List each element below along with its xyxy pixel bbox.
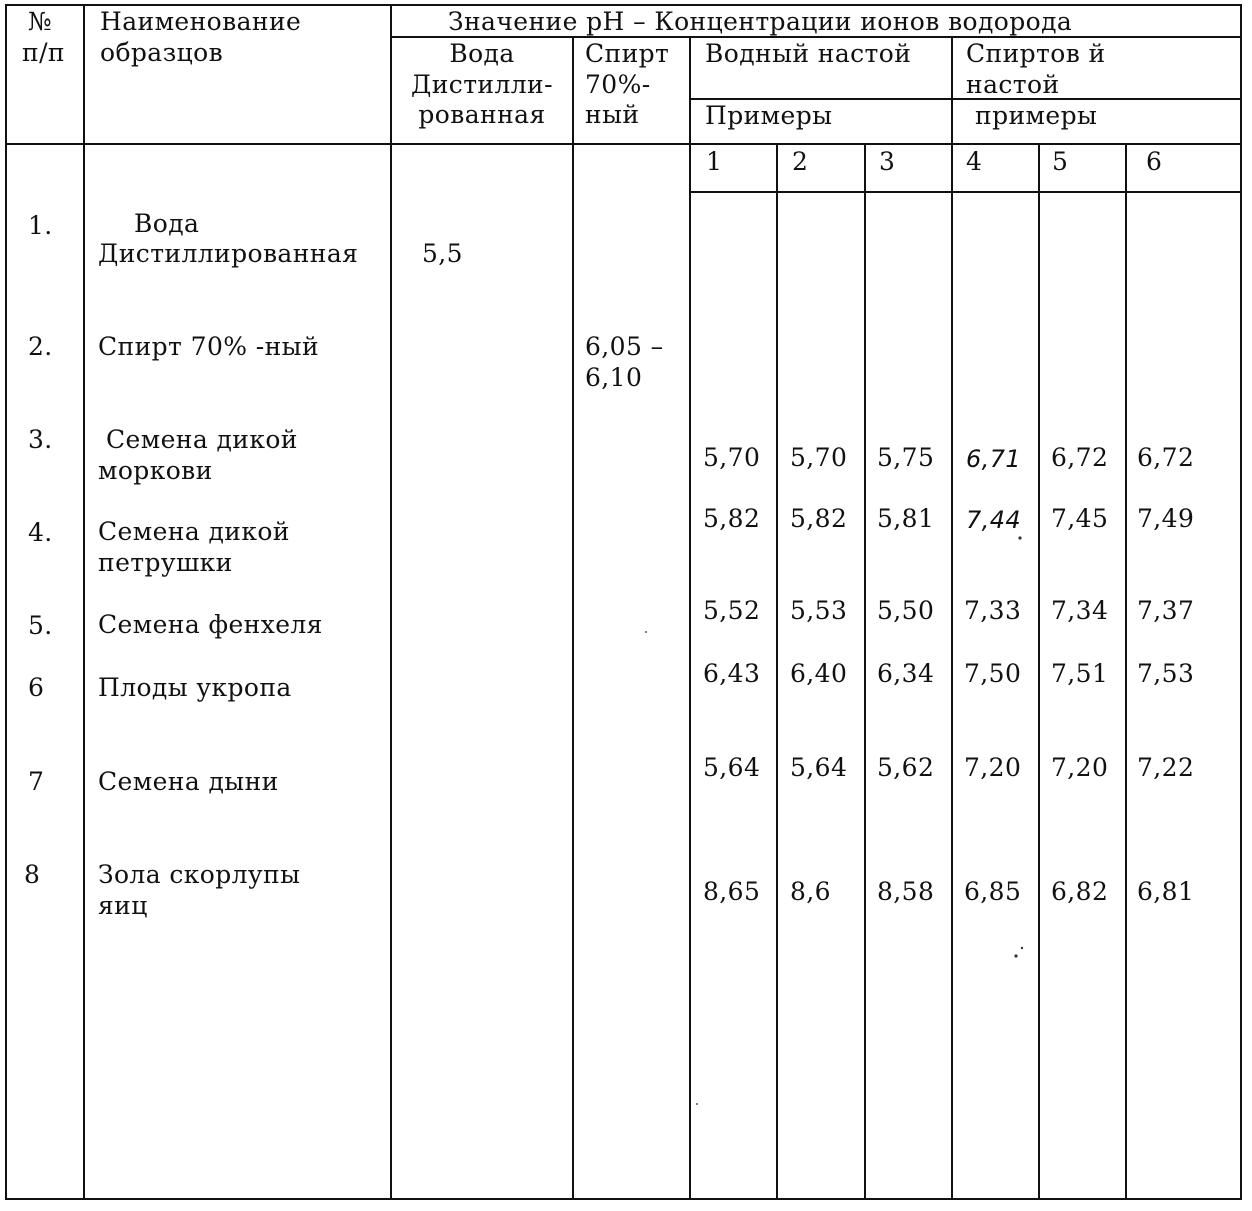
example-number-6: 6: [1146, 147, 1163, 176]
ph-value: 5,82: [703, 504, 761, 533]
row-number: 7: [28, 767, 45, 796]
header-num-symbol: №: [28, 7, 53, 36]
header-examples-aqueous: Примеры: [705, 101, 833, 130]
alcohol-value-line2: 6,10: [585, 363, 643, 392]
ph-value-handwritten: 7,44: [966, 506, 1022, 534]
header-alcoholic-line1: Спиртов й: [966, 39, 1106, 68]
header-alcohol-line1: Спирт: [585, 39, 670, 68]
ph-value: 5,70: [703, 443, 761, 472]
scan-speck: [1014, 954, 1017, 957]
row-name-line1: Вода: [134, 209, 200, 238]
header-water-line2: Дистилли-: [411, 70, 553, 99]
row-number: 6: [28, 673, 45, 702]
ph-value: 5,75: [877, 443, 935, 472]
header-alcoholic-line2: настой: [966, 70, 1060, 99]
ph-value: 5,64: [790, 753, 848, 782]
rule-header-bottom: [5, 143, 1242, 145]
rule-after-num: [83, 4, 85, 1200]
header-name-line2: образцов: [100, 38, 224, 67]
row-name-line1: Семена дикой: [106, 425, 298, 454]
header-water-line3: рованная: [418, 100, 546, 129]
ph-value: 8,58: [877, 877, 935, 906]
ph-value: 7,20: [1051, 753, 1109, 782]
rule-between-infusions: [951, 36, 953, 1200]
ph-value: 7,50: [964, 659, 1022, 688]
ph-value: 6,40: [790, 659, 848, 688]
row-name-line2: петрушки: [98, 548, 233, 577]
row-number: 3.: [28, 425, 53, 454]
rule-after-name: [390, 4, 392, 1200]
row-name-line1: Спирт 70% -ный: [98, 332, 320, 361]
rule-under-example-numbers: [689, 191, 1242, 193]
header-alcohol-line2: 70%-: [585, 70, 651, 99]
ph-value: 7,37: [1137, 596, 1195, 625]
header-aqueous-infusion: Водный настой: [705, 39, 912, 68]
example-number-2: 2: [792, 147, 809, 176]
scan-speck: [696, 1103, 698, 1105]
ph-value: 5,64: [703, 753, 761, 782]
row-number: 4.: [28, 518, 53, 547]
ph-value: 7,53: [1137, 659, 1195, 688]
ph-value-handwritten: 6,71: [966, 445, 1022, 473]
ph-value: 7,49: [1137, 504, 1195, 533]
rule-col-2-3: [864, 143, 866, 1200]
row-number: 5.: [28, 611, 53, 640]
header-num-abbr: п/п: [22, 38, 65, 67]
row-name-line1: Плоды укропа: [98, 673, 292, 702]
rule-right: [1240, 4, 1242, 1200]
ph-value: 6,72: [1137, 443, 1195, 472]
rule-col-5-6: [1125, 143, 1127, 1200]
row-name-line2: яиц: [98, 891, 148, 920]
ph-value: 6,82: [1051, 877, 1109, 906]
row-name-line2: моркови: [98, 456, 213, 485]
example-number-3: 3: [879, 147, 896, 176]
ph-value: 6,72: [1051, 443, 1109, 472]
ph-value: 7,34: [1051, 596, 1109, 625]
ph-value: 5,81: [877, 504, 935, 533]
example-number-4: 4: [966, 147, 983, 176]
ph-value: 5,53: [790, 596, 848, 625]
rule-after-alcohol: [689, 36, 691, 1200]
header-ph-title: Значение рН – Концентрации ионов водорода: [448, 7, 1073, 36]
ph-value: 5,82: [790, 504, 848, 533]
ph-value: 5,52: [703, 596, 761, 625]
water-value: 5,5: [422, 239, 463, 268]
ph-value: 6,81: [1137, 877, 1195, 906]
rule-bottom: [5, 1198, 1242, 1200]
ph-value: 8,65: [703, 877, 761, 906]
example-number-5: 5: [1052, 147, 1069, 176]
rule-after-water: [572, 36, 574, 1200]
rule-left: [5, 4, 7, 1200]
row-name-line1: Зола скорлупы: [98, 860, 301, 889]
row-number: 1.: [28, 211, 53, 240]
ph-value: 7,33: [964, 596, 1022, 625]
ph-value: 7,51: [1051, 659, 1109, 688]
ph-value: 7,20: [964, 753, 1022, 782]
header-examples-alcoholic: примеры: [975, 101, 1098, 130]
row-name-line1: Семена дыни: [98, 767, 279, 796]
header-name-line1: Наименование: [100, 7, 302, 36]
row-number: 8: [24, 860, 41, 889]
rule-col-1-2: [776, 143, 778, 1200]
ph-value: 7,45: [1051, 504, 1109, 533]
ph-value: 6,34: [877, 659, 935, 688]
scan-speck: [1018, 536, 1021, 539]
ph-value: 6,85: [964, 877, 1022, 906]
alcohol-value-line1: 6,05 –: [585, 332, 664, 361]
header-alcohol-line3: ный: [585, 100, 640, 129]
ph-value: 5,62: [877, 753, 935, 782]
row-name-line1: Семена фенхеля: [98, 610, 323, 639]
rule-col-4-5: [1038, 143, 1040, 1200]
scan-speck: [645, 631, 647, 633]
scan-speck: [1021, 947, 1023, 949]
row-name-line1: Семена дикой: [98, 517, 290, 546]
ph-value: 5,50: [877, 596, 935, 625]
example-number-1: 1: [706, 147, 723, 176]
ph-value: 8,6: [790, 877, 831, 906]
ph-value: 7,22: [1137, 753, 1195, 782]
header-water-line1: Вода: [449, 39, 515, 68]
ph-value: 6,43: [703, 659, 761, 688]
ph-value: 5,70: [790, 443, 848, 472]
row-number: 2.: [28, 332, 53, 361]
row-name-line2: Дистиллированная: [98, 239, 359, 268]
